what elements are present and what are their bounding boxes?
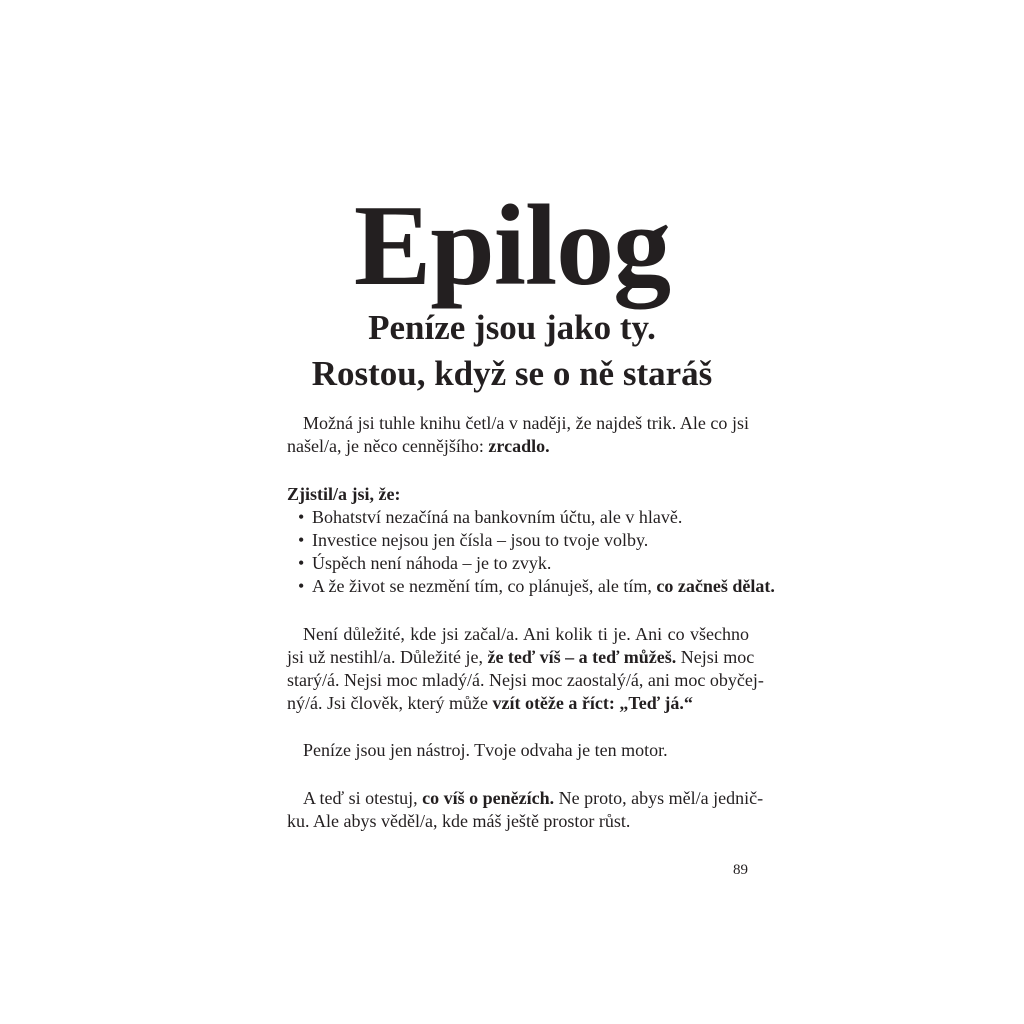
emphasis: co víš o penězích.: [422, 788, 555, 808]
text-line: jsi už nestihl/a. Důležité je, že teď víš – a teď můžeš. Nejsi moc: [287, 647, 755, 667]
chapter-title: Epilog: [353, 182, 671, 310]
page-number: 89: [733, 862, 748, 878]
bullet-item: • A že život se nezmění tím, co plánuješ, ale tím, co začneš dělat.: [298, 576, 775, 596]
bullet-item: • Investice nejsou jen čísla – jsou to tvoje volby.: [298, 530, 649, 550]
text-line: našel/a, je něco cennějšího: zrcadlo.: [287, 436, 550, 456]
emphasis: co začneš dělat.: [656, 576, 775, 596]
paragraph-test: [287, 787, 764, 833]
chapter-subtitle-line-1: Peníze jsou jako ty.: [368, 308, 656, 347]
text-line: ku. Ale abys věděl/a, kde máš ještě prostor růst.: [287, 811, 631, 831]
chapter-subtitle-line-2: Rostou, když se o ně staráš: [311, 354, 713, 393]
bullet-icon: •: [298, 530, 305, 550]
paragraph-intro: [287, 412, 749, 458]
findings-section: [287, 483, 775, 598]
bullet-icon: •: [298, 507, 305, 527]
bullet-item: • Bohatství nezačíná na bankovním účtu, ale v hlavě.: [298, 507, 683, 527]
emphasis: zrcadlo.: [488, 436, 550, 456]
text-line: A teď si otestuj, co víš o penězích. Ne proto, abys měl/a jednič-: [303, 788, 764, 808]
bullet-icon: •: [298, 576, 305, 596]
bullet-item: • Úspěch není náhoda – je to zvyk.: [298, 553, 552, 573]
paragraph-importance: [287, 623, 764, 715]
emphasis: vzít otěže a říct: „Teď já.“: [492, 693, 693, 713]
text-line: starý/á. Nejsi moc mladý/á. Nejsi moc zaostalý/á, ani moc obyčej-: [287, 670, 764, 690]
bullet-icon: •: [298, 553, 305, 573]
text-line: ný/á. Jsi člověk, který může vzít otěže a říct: „Teď já.“: [287, 693, 693, 713]
text-line: Není důležité, kde jsi začal/a. Ani kolik ti je. Ani co všechno: [303, 624, 749, 644]
text-line: Možná jsi tuhle knihu četl/a v naději, že najdeš trik. Ale co jsi: [303, 413, 749, 433]
paragraph-tool: [287, 739, 749, 762]
text-line: Peníze jsou jen nástroj. Tvoje odvaha je ten motor.: [303, 740, 668, 760]
emphasis: že teď víš – a teď můžeš.: [487, 647, 677, 667]
findings-heading: Zjistil/a jsi, že:: [287, 484, 401, 504]
